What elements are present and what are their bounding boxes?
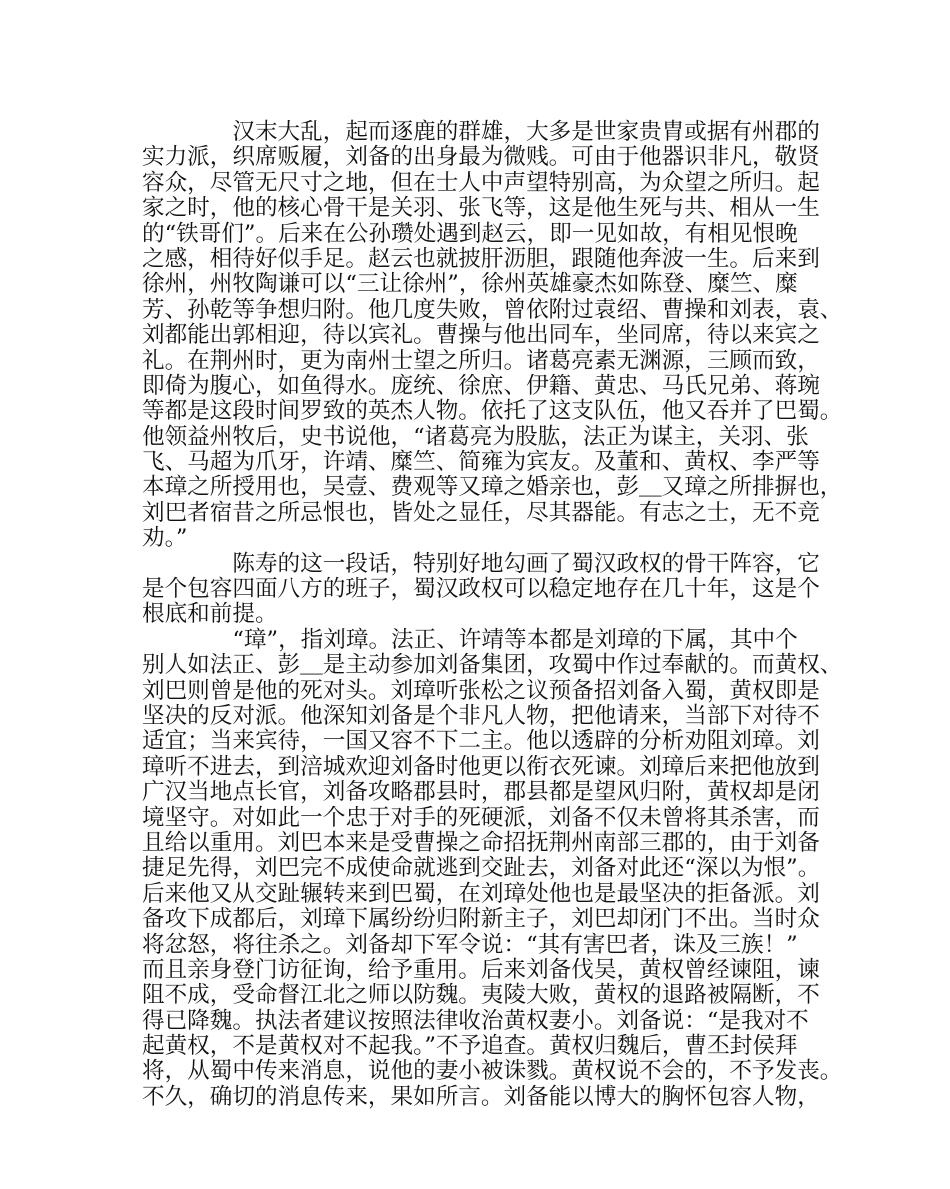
text-line: 得已降魏。执法者建议按照法律收治黄权妻小。刘备说：“是我对不	[142, 1007, 809, 1034]
article-body	[142, 119, 843, 1110]
text-line: 将忿怒，将往杀之。刘备却下军令说：“其有害巴者，诛及三族！”	[142, 931, 798, 958]
text-line: 坚决的反对派。他深知刘备是个非凡人物，把他请来，当部下对待不	[142, 702, 820, 729]
text-line: 不久，确切的消息传来，果如所言。刘备能以博大的胸怀包容人物，	[142, 1083, 820, 1110]
text-line: 礼。在荆州时，更为南州士望之所归。诸葛亮素无渊源，三顾而致，	[142, 347, 820, 374]
text-line: 本璋之所授用也，吴壹、费观等又璋之婚亲也，彭＿又璋之所排摒也，	[142, 474, 843, 501]
text-line: 容众，尽管无尺寸之地，但在士人中声望特别高，为众望之所归。起	[142, 169, 820, 196]
text-line: 是个包容四面八方的班子，蜀汉政权可以稳定地存在几十年，这是个	[142, 576, 820, 603]
text-line: 别人如法正、彭＿是主动参加刘备集团，攻蜀中作过奉献的。而黄权、	[142, 652, 843, 679]
text-line: 境坚守。对如此一个忠于对手的死硬派，刘备不仅未曾将其杀害，而	[142, 804, 820, 831]
text-line: 之感，相待好似手足。赵云也就披肝沥胆，跟随他奔波一生。后来到	[142, 245, 820, 272]
text-line: 他领益州牧后，史书说他，“诸葛亮为股肱，法正为谋主，关羽、张	[142, 423, 809, 450]
text-line: 根底和前提。	[142, 601, 278, 628]
text-line: 起黄权，不是黄权对不起我。”不予追查。黄权归魏后，曹丕封侯拜	[142, 1033, 798, 1060]
paragraph-3	[142, 626, 843, 1110]
text-line: 刘都能出郭相迎，待以宾礼。曹操与他出同车，坐同席，待以来宾之	[142, 322, 820, 349]
text-line: 后来他又从交趾辗转来到巴蜀，在刘璋处他也是最坚决的拒备派。刘	[142, 880, 820, 907]
text-line: 飞、马超为爪牙，许靖、糜竺、简雍为宾友。及董和、黄权、李严等	[142, 449, 820, 476]
text-line: 陈寿的这一段话，特别好地勾画了蜀汉政权的骨干阵容，它	[142, 550, 820, 577]
text-line: 适宜；当来宾待，一国又容不下二主。他以透辟的分析劝阻刘璋。刘	[142, 728, 820, 755]
text-line: 家之时，他的核心骨干是关羽、张飞等，这是他生死与共、相从一生	[142, 195, 820, 222]
paragraph-2	[142, 552, 826, 628]
paragraph-1	[142, 119, 843, 552]
text-line: 实力派，织席贩履，刘备的出身最为微贱。可由于他器识非凡，敬贤	[142, 144, 820, 171]
text-line: 广汉当地点长官，刘备攻略郡县时，郡县都是望风归附，黄权却是闭	[142, 779, 820, 806]
text-line: 刘巴者宿昔之所忌恨也，皆处之显任，尽其器能。有志之士，无不竞	[142, 499, 820, 526]
text-line: 等都是这段时间罗致的英杰人物。依托了这支队伍，他又吞并了巴蜀。	[142, 398, 843, 425]
text-line: 的“铁哥们”。后来在公孙瓒处遇到赵云，即一见如故，有相见恨晚	[142, 220, 798, 247]
text-line: 即倚为腹心，如鱼得水。庞统、徐庶、伊籍、黄忠、马氏兄弟、蒋琬	[142, 372, 820, 399]
text-line: 璋听不进去，到涪城欢迎刘备时他更以衔衣死谏。刘璋后来把他放到	[142, 753, 820, 780]
text-line: 将，从蜀中传来消息，说他的妻小被诛戮。黄权说不会的，不予发丧。	[142, 1058, 843, 1085]
text-line: 备攻下成都后，刘璋下属纷纷归附新主子，刘巴却闭门不出。当时众	[142, 906, 820, 933]
text-line: 劝。”	[142, 525, 188, 552]
text-line: 芳、孙乾等争想归附。他几度失败，曾依附过袁绍、曹操和刘表，袁、	[142, 296, 843, 323]
text-line: “璋”，指刘璋。法正、许靖等本都是刘璋的下属，其中个	[142, 626, 798, 653]
text-line: 阻不成，受命督江北之师以防魏。夷陵大败，黄权的退路被隔断，不	[142, 982, 820, 1009]
text-line: 汉末大乱，起而逐鹿的群雄，大多是世家贵胄或据有州郡的	[142, 119, 820, 145]
text-line: 徐州，州牧陶谦可以“三让徐州”，徐州英雄豪杰如陈登、糜竺、糜	[142, 271, 798, 298]
text-line: 且给以重用。刘巴本来是受曹操之命招抚荆州南部三郡的，由于刘备	[142, 829, 820, 856]
text-line: 捷足先得，刘巴完不成使命就逃到交趾去，刘备对此还“深以为恨”。	[142, 855, 821, 882]
text-line: 而且亲身登门访征询，给予重用。后来刘备伐吴，黄权曾经谏阻，谏	[142, 956, 820, 983]
text-line: 刘巴则曾是他的死对头。刘璋听张松之议预备招刘备入蜀，黄权即是	[142, 677, 820, 704]
